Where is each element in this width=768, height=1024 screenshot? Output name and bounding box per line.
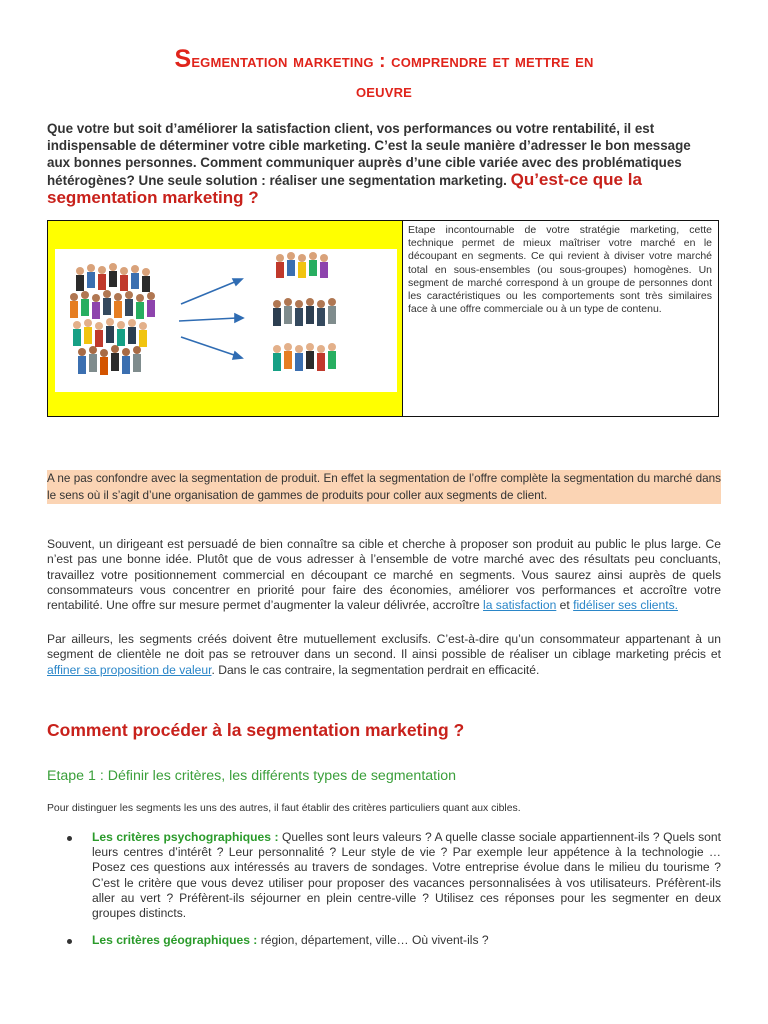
link-proposition-valeur[interactable]: affiner sa proposition de valeur — [47, 662, 212, 677]
step-1-intro: Pour distinguer les segments les uns des autres, il faut établir des critères particuliers quant aux cibles. — [47, 803, 521, 814]
paragraph-2-text: Par ailleurs, les segments créés doivent être mutuellement exclusifs. C’est-à-dire qu’un consommateur appartenant à un segment de clientèle ne doit pas se retrouver dans un second. Il ainsi possible de réaliser un ciblage marketing précis et — [47, 632, 721, 662]
title-line1: egmentation marketing : comprendre et mettre en — [191, 51, 594, 72]
title-initial: S — [174, 45, 192, 73]
paragraph-1-text: Souvent, un dirigeant est persuadé de bien connaître sa cible et cherche à proposer son produit au public le plus large. Ce n’est pas une bonne idée. Plutôt que de vous adresser à l’ensemble de votre marché avec des résultats peu concluants, travaillez votre positionnement commercial en découpant ce marché en segments. Vous saurez ainsi auprès de quels consommateurs vous concentrer en priorité pour faire des économies, améliorer vos performances et accroître votre rentabilité. Une offre sur mesure permet d’augmenter la valeur délivrée, accroître — [47, 537, 721, 613]
highlighted-note: A ne pas confondre avec la segmentation de produit. En effet la segmentation de l’offre complète la segmentation du marché dans le sens où il s’agit d’une organisation de gammes de produits pour coller aux segments de client. — [47, 472, 721, 502]
page-title — [40, 44, 728, 107]
bullet-text: région, département, ville… Où vivent-ils ? — [257, 933, 489, 947]
bullet-label: Les critères psychographiques : — [92, 830, 279, 844]
segment-group-3 — [273, 343, 336, 371]
segment-group-1 — [276, 252, 328, 278]
intro-text: Que votre but soit d’améliorer la satisfaction client, vos performances ou votre rentabilité, il est indispensable de déterminer votre cible marketing. C’est la seule manière d’adresser le bon message aux bonnes personnes. Comment communiquer auprès d’une cible variée avec des problématiques hétérogènes? Une seule solution : réaliser une segmentation marketing. — [47, 121, 691, 188]
link-fideliser-clients[interactable]: fidéliser ses clients. — [573, 598, 678, 613]
bullet-label: Les critères géographiques : — [92, 933, 258, 947]
paragraph-1-middle: et — [556, 598, 574, 613]
bullet-icon — [67, 836, 72, 841]
segmentation-figure-table — [47, 220, 719, 417]
paragraph-positioning — [47, 537, 721, 613]
figure-description: Etape incontournable de votre stratégie marketing, cette technique permet de mieux maîtriser votre marché en le découpant en segments. Ce qui revient à diviser votre marché total en sous-ensembles (ou sous-groupes) homogènes. Un segment de marché correspond à un groupe de personnes dont les caractéristiques ou les comportements sont très similaires face à une offre commerciale ou à un type de contenu. — [408, 224, 712, 316]
figure-cell — [48, 221, 403, 416]
intro-question: Qu’est-ce que la segmentation marketing ? — [47, 170, 642, 207]
section-heading: Comment procéder à la segmentation marketing ? — [47, 720, 465, 740]
bullet-text: Quelles sont leurs valeurs ? A quelle classe sociale appartiennent-ils ? Quels sont leurs centres d’intérêt ? Leur personnalité ? Leur style de vie ? Par exemple leur appétence à la technologie … Posez ces questions aux intéressés au travers de sondages. Votre entreprise évolue dans le milieu du tourisme ? C’est le critère que vous devez utiliser pour proposer des vacances personnalisées à vos utilisateurs. Préfèrent-ils aller au vert ? Préfèrent-ils séjourner en plein centre-ville ? Utilisez ces réponses pour les segmenter en deux groupes distincts. — [92, 830, 721, 921]
intro-paragraph — [47, 120, 715, 207]
list-item — [92, 830, 721, 921]
bullet-icon — [67, 939, 72, 944]
title-line2: oeuvre — [355, 81, 413, 102]
step-1-heading: Etape 1 : Définir les critères, les différents types de segmentation — [47, 768, 457, 784]
people-segmentation-graphic — [55, 249, 397, 392]
arrow-icons — [179, 279, 243, 359]
paragraph-2-end: . Dans le cas contraire, la segmentation perdrait en efficacité. — [211, 662, 540, 677]
crowd-group — [70, 263, 155, 375]
list-item — [92, 933, 721, 948]
segment-group-2 — [273, 298, 336, 326]
paragraph-exclusive-segments — [47, 632, 721, 678]
link-satisfaction[interactable]: la satisfaction — [483, 598, 557, 613]
segmentation-illustration — [55, 249, 397, 392]
